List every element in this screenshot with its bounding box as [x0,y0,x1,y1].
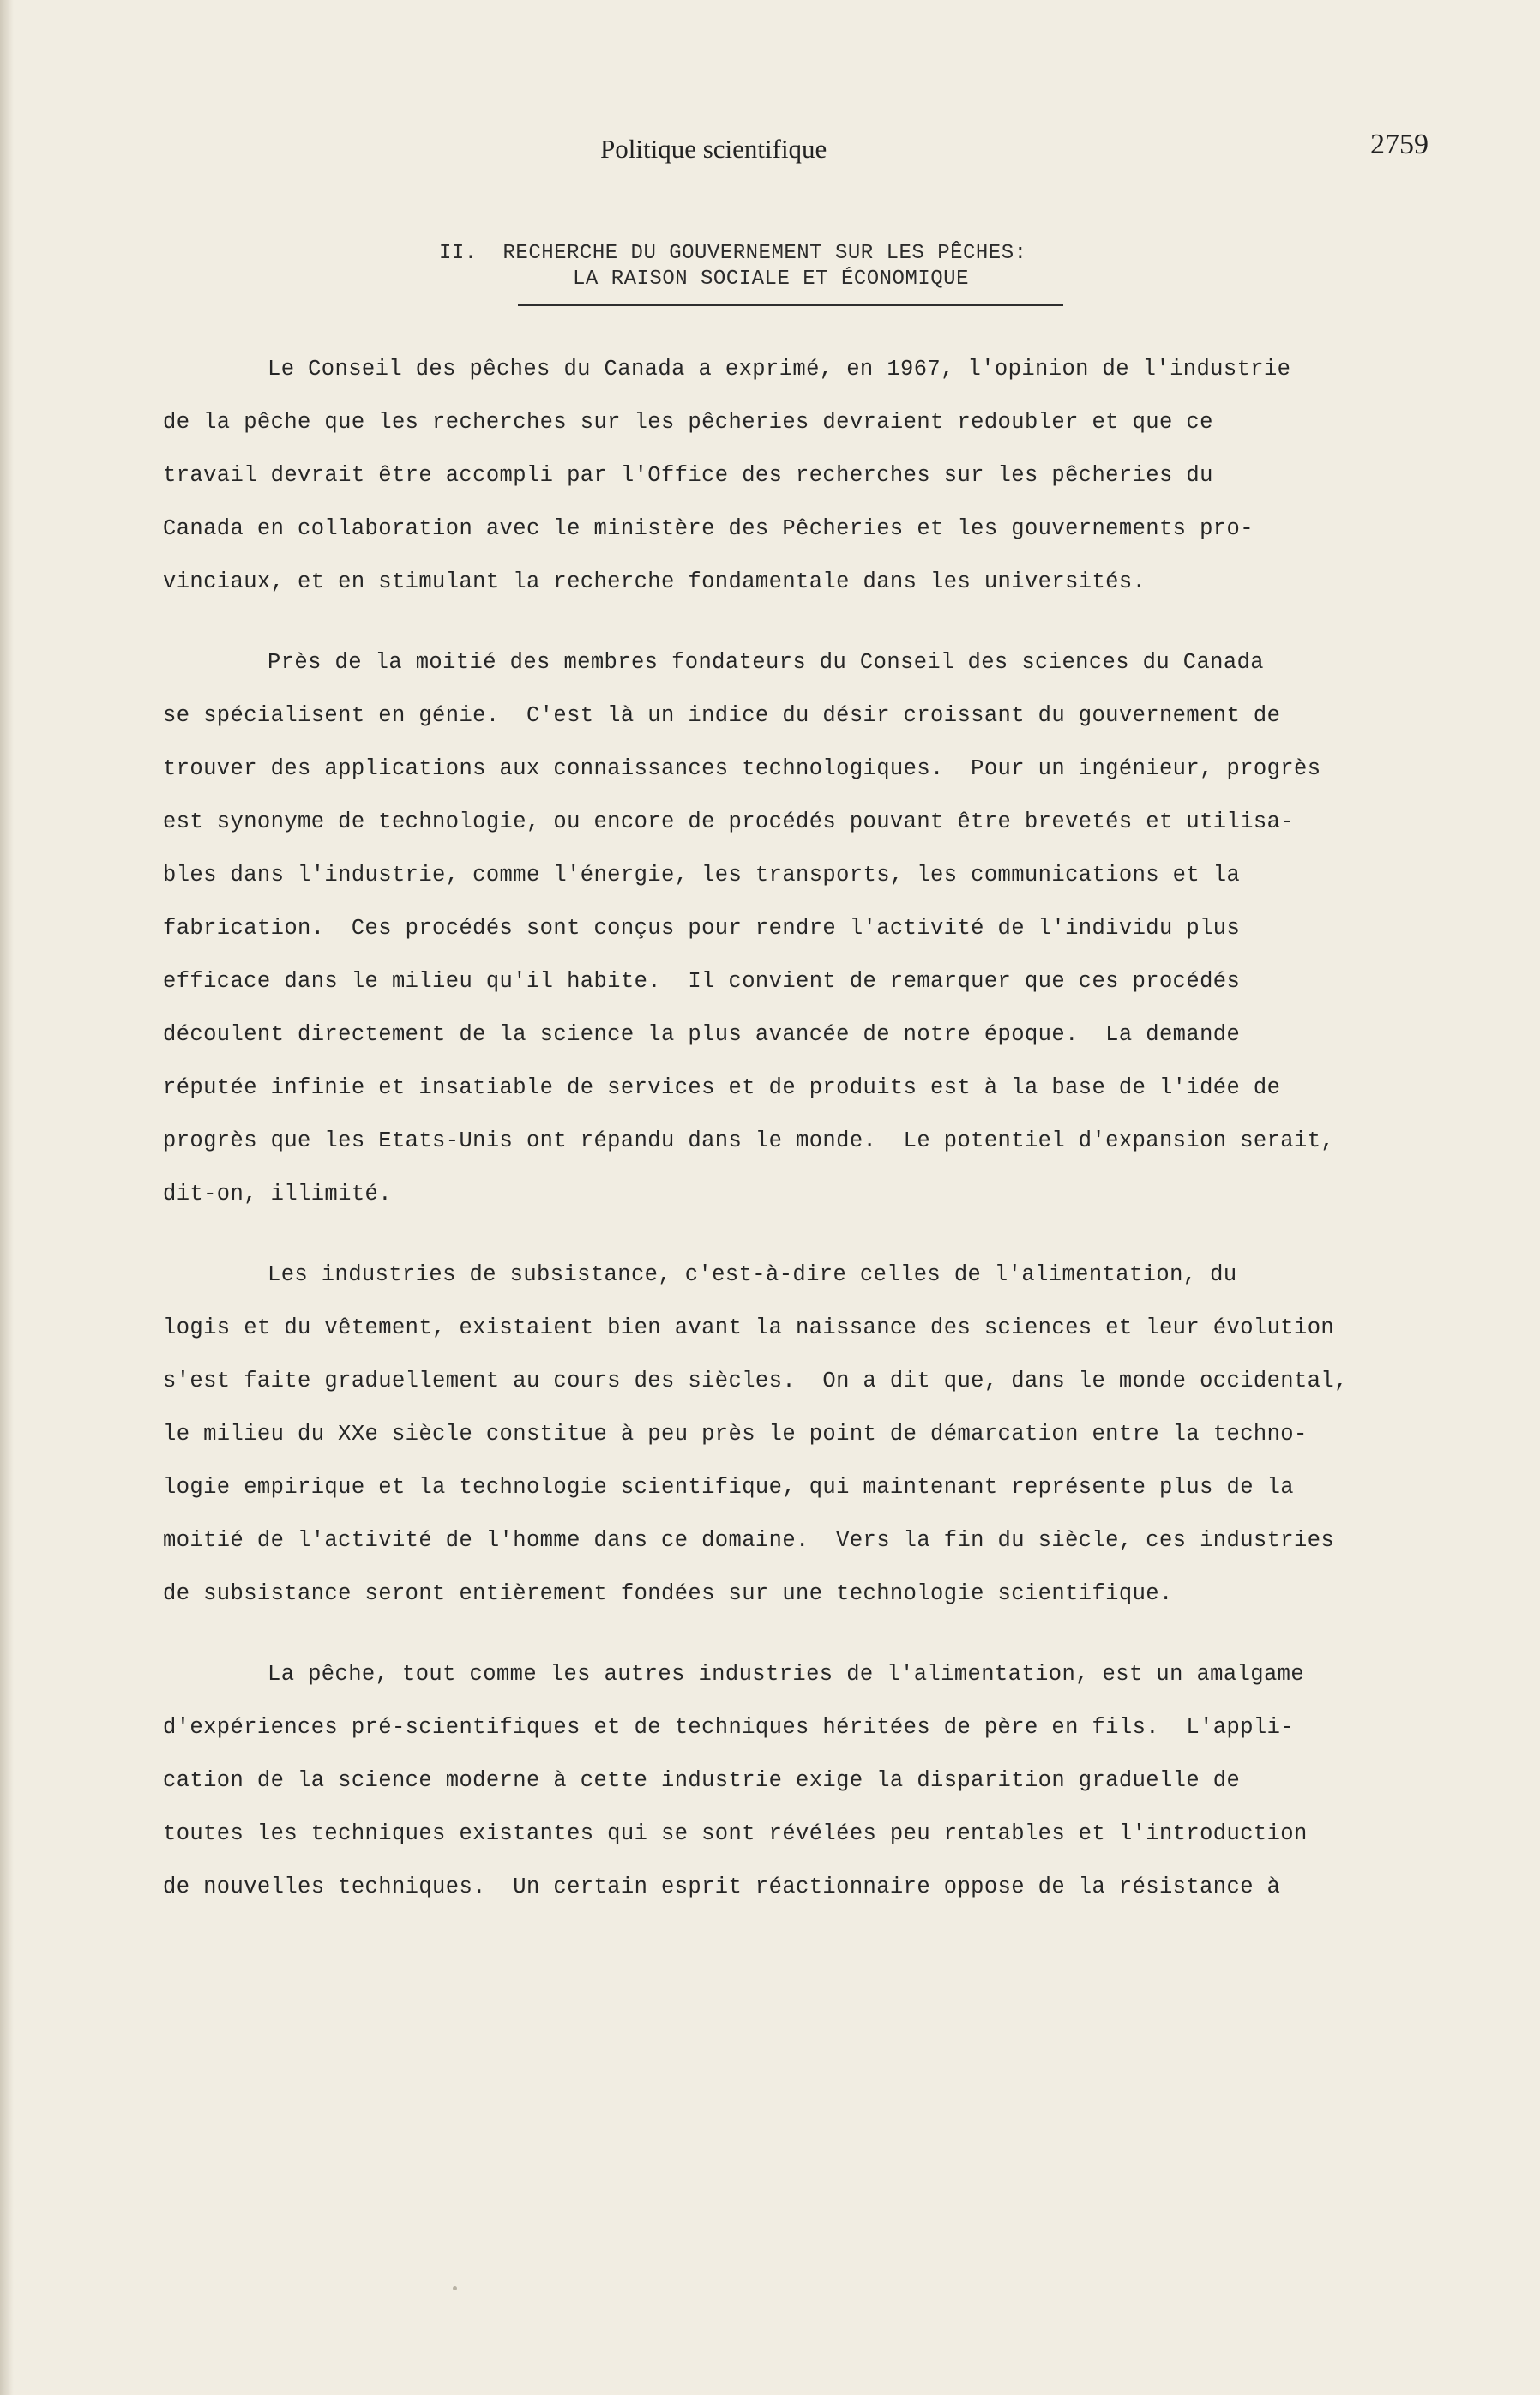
paragraph-2-line-5: bles dans l'industrie, comme l'énergie, les transports, les communications et la [163,863,1241,888]
paragraph-2-line-9: réputée infinie et insatiable de services et de produits est à la base de l'idée de [163,1075,1281,1100]
paragraph-2-line-11: dit-on, illimité. [163,1182,392,1207]
page-number: 2759 [1370,129,1429,160]
section-heading-line-1: II. RECHERCHE DU GOUVERNEMENT SUR LES PÊCHES: [439,242,1027,265]
paragraph-1-line-2: de la pêche que les recherches sur les pêcheries devraient redoubler et que ce [163,410,1213,435]
paragraph-3-line-6: moitié de l'activité de l'homme dans ce domaine. Vers la fin du siècle, ces industries [163,1528,1335,1553]
paragraph-2-line-1: Près de la moitié des membres fondateurs du Conseil des sciences du Canada [268,650,1264,675]
paragraph-3-line-3: s'est faite graduellement au cours des siècles. On a dit que, dans le monde occidental, [163,1369,1348,1393]
paragraph-4-line-3: cation de la science moderne à cette industrie exige la disparition graduelle de [163,1768,1241,1793]
paragraph-2-line-7: efficace dans le milieu qu'il habite. Il convient de remarquer que ces procédés [163,969,1241,994]
paragraph-3-line-1: Les industries de subsistance, c'est-à-dire celles de l'alimentation, du [268,1262,1237,1287]
paragraph-4-line-4: toutes les techniques existantes qui se sont révélées peu rentables et l'introduction [163,1821,1308,1846]
paragraph-4-line-5: de nouvelles techniques. Un certain esprit réactionnaire oppose de la résistance à [163,1874,1281,1899]
paragraph-2-line-3: trouver des applications aux connaissances technologiques. Pour un ingénieur, progrès [163,756,1321,781]
paragraph-1-line-1: Le Conseil des pêches du Canada a exprimé, en 1967, l'opinion de l'industrie [268,357,1291,382]
paper-speck [453,2286,457,2290]
paragraph-2-line-4: est synonyme de technologie, ou encore de procédés pouvant être brevetés et utilisa- [163,809,1295,834]
paragraph-2-line-10: progrès que les Etats-Unis ont répandu dans le monde. Le potentiel d'expansion serait, [163,1128,1335,1153]
paragraph-2-line-6: fabrication. Ces procédés sont conçus pour rendre l'activité de l'individu plus [163,916,1241,941]
paragraph-1-line-4: Canada en collaboration avec le ministère des Pêcheries et les gouvernements pro- [163,516,1254,541]
section-heading-line-2: LA RAISON SOCIALE ET ÉCONOMIQUE [573,268,969,291]
paragraph-3-line-5: logie empirique et la technologie scientifique, qui maintenant représente plus de la [163,1475,1295,1500]
paragraph-1-line-5: vinciaux, et en stimulant la recherche fondamentale dans les universités. [163,569,1146,594]
paragraph-3-line-7: de subsistance seront entièrement fondées sur une technologie scientifique. [163,1581,1173,1606]
paragraph-2-line-2: se spécialisent en génie. C'est là un indice du désir croissant du gouvernement de [163,703,1281,728]
paragraph-4-line-1: La pêche, tout comme les autres industries de l'alimentation, est un amalgame [268,1662,1305,1687]
paragraph-2-line-8: découlent directement de la science la plus avancée de notre époque. La demande [163,1022,1241,1047]
paragraph-4-line-2: d'expériences pré-scientifiques et de techniques héritées de père en fils. L'appli- [163,1715,1295,1740]
paragraph-1-line-3: travail devrait être accompli par l'Office des recherches sur les pêcheries du [163,463,1213,488]
paragraph-3-line-4: le milieu du XXe siècle constitue à peu près le point de démarcation entre la techno- [163,1422,1308,1447]
running-title: Politique scientifique [600,134,827,164]
paragraph-3-line-2: logis et du vêtement, existaient bien avant la naissance des sciences et leur évolution [163,1315,1335,1340]
